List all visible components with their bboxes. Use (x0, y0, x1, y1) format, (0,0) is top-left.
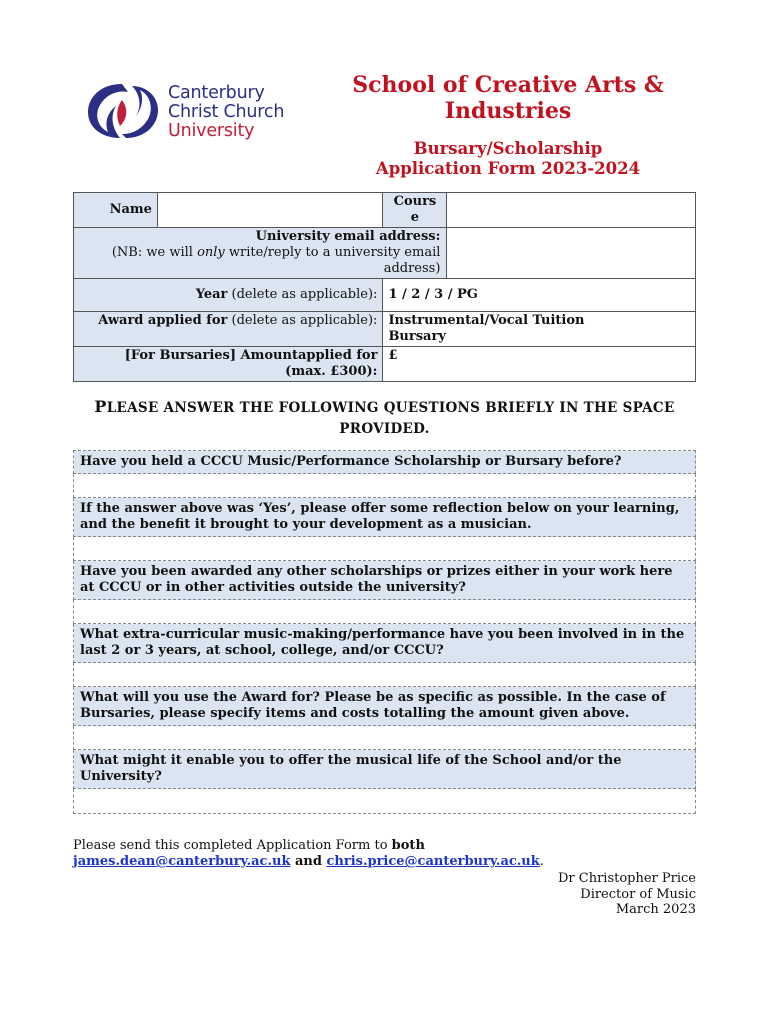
signature-date: March 2023 (615, 902, 696, 917)
email-link-james-dean[interactable]: james.dean@canterbury.ac.uk (73, 854, 291, 869)
send-text: Please send this completed Application Form to (73, 838, 392, 853)
email-label: University email address: (255, 229, 441, 244)
question-5: What will you use the Award for? Please be as specific as possible. In the case of Bursaries, please specify items and costs totalling the amount given above. (74, 687, 696, 726)
email-note-emphasis: only (197, 245, 225, 260)
name-label: Name (74, 193, 158, 228)
email-link-chris-price[interactable]: chris.price@canterbury.ac.uk (326, 854, 540, 869)
question-2: If the answer above was ‘Yes’, please offer some reflection below on your learning, and the benefit it brought to your development as a musician. (74, 498, 696, 537)
signatory-name: Dr Christopher Price (557, 871, 696, 886)
award-label-cell (74, 312, 383, 347)
award-value-line-1: Instrumental/Vocal Tuition (388, 313, 585, 328)
answer-5-field[interactable] (74, 726, 696, 750)
question-1: Have you held a CCCU Music/Performance Scholarship or Bursary before? (74, 451, 696, 474)
logo-wordmark (168, 84, 284, 141)
award-options[interactable] (383, 312, 696, 347)
answer-3-field[interactable] (74, 600, 696, 624)
instructions-initial: P (94, 397, 107, 416)
email-note-pre: (NB: we will (111, 245, 198, 260)
amount-field[interactable]: £ (383, 347, 696, 382)
award-label: Award applied for (98, 313, 228, 328)
award-note: (delete as applicable): (227, 313, 378, 328)
logo-emblem-icon (82, 78, 164, 144)
logo-line-1: Canterbury (168, 83, 265, 103)
subtitle-line-2: Application Form 2023-2024 (375, 159, 641, 178)
course-label-part-2: e (410, 210, 420, 225)
university-logo (82, 78, 302, 158)
logo-line-2: Christ Church (168, 102, 285, 122)
signatory-title: Director of Music (580, 886, 696, 902)
title-block (330, 72, 686, 179)
answer-1-field[interactable] (74, 474, 696, 498)
question-4: What extra-curricular music-making/performance have you been involved in in the last 2 or 3 years, at school, college, and/or CCCU? (74, 624, 696, 663)
email-note-post: write/reply to a university email address) (224, 245, 441, 276)
answer-2-field[interactable] (74, 537, 696, 561)
instructions-heading (73, 396, 696, 440)
and-text: and (290, 854, 327, 869)
both-emphasis: both (391, 838, 425, 853)
name-field[interactable] (157, 193, 383, 228)
question-6: What might it enable you to offer the musical life of the School and/or the University? (74, 750, 696, 789)
award-value-line-2: Bursary (388, 329, 446, 344)
amount-label-line-2: (max. £300): (285, 364, 378, 379)
amount-label-line-1: [For Bursaries] Amountapplied for (124, 348, 378, 363)
question-3: Have you been awarded any other scholarships or prizes either in your work here at CCCU or in other activities outside the university? (74, 561, 696, 600)
signature-block (558, 871, 696, 918)
year-label: Year (195, 287, 228, 302)
course-field[interactable] (447, 193, 696, 228)
applicant-info-table (73, 192, 696, 382)
page-title: School of Creative Arts & Industries (352, 72, 664, 124)
amount-label-cell (74, 347, 383, 382)
answer-6-field[interactable] (74, 789, 696, 814)
year-options[interactable]: 1 / 2 / 3 / PG (383, 279, 696, 312)
subtitle-line-1: Bursary/Scholarship (413, 139, 603, 158)
submission-instructions (73, 838, 696, 870)
questions-table (73, 450, 696, 814)
footer-period: . (539, 854, 544, 869)
answer-4-field[interactable] (74, 663, 696, 687)
email-note (79, 245, 440, 277)
logo-line-3: University (168, 121, 255, 141)
course-label (383, 193, 447, 228)
course-label-part-1: Cours (393, 194, 437, 209)
email-label-cell (74, 228, 447, 279)
email-field[interactable] (447, 228, 696, 279)
form-subtitle (330, 139, 686, 179)
year-note: (delete as applicable): (227, 287, 378, 302)
instructions-text: LEASE ANSWER THE FOLLOWING QUESTIONS BRIEFLY IN THE SPACE PROVIDED. (106, 400, 675, 437)
year-label-cell (74, 279, 383, 312)
